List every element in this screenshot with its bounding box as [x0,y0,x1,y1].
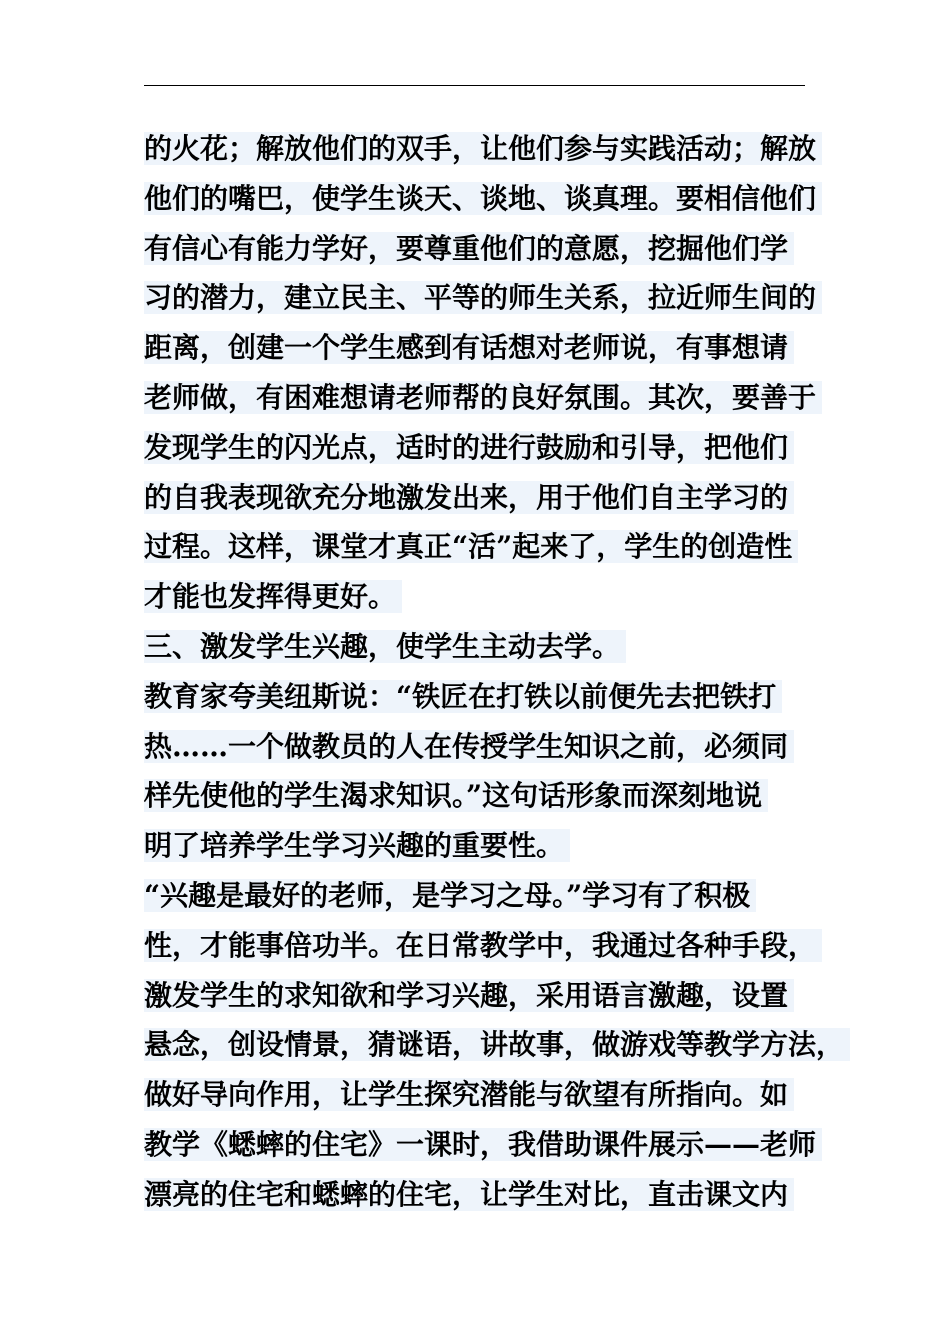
text-line [144,1024,845,1074]
section-heading [144,626,809,676]
text-line-content: 他们的嘴巴，使学生谈天、谈地、谈真理。要相信他们 [144,182,822,215]
text-line [144,526,809,576]
text-line-content: 有信心有能力学好，要尊重他们的意愿，挖掘他们学 [144,232,794,265]
text-line [144,875,809,925]
text-line-content: 性，才能事倍功半。在日常教学中，我通过各种手段， [144,929,822,962]
text-line [144,1074,809,1124]
text-line [144,1124,817,1174]
text-line-content: 距离，创建一个学生感到有话想对老师说，有事想请 [144,331,794,364]
text-line [144,925,817,975]
text-line-content: 悬念，创设情景，猜谜语，讲故事，做游戏等教学方法， [144,1028,850,1061]
text-line [144,327,809,377]
text-line-content: 热……一个做教员的人在传授学生知识之前，必须同 [144,730,794,763]
text-line-content: 才能也发挥得更好。 [144,580,402,613]
text-line [144,377,817,427]
text-line-content: 激发学生的求知欲和学习兴趣，采用语言激趣，设置 [144,979,794,1012]
text-line-content: “兴趣是最好的老师，是学习之母。”学习有了积极 [144,879,756,912]
text-line [144,726,809,776]
header-rule [144,85,805,86]
text-line-content: 的自我表现欲充分地激发出来，用于他们自主学习的 [144,481,794,514]
text-line-content: 的火花；解放他们的双手，让他们参与实践活动；解放 [144,132,822,165]
text-line [144,676,809,726]
text-line [144,277,817,327]
text-line-content: 教育家夸美纽斯说：“铁匠在打铁以前便先去把铁打 [144,680,782,713]
text-line [144,576,809,626]
text-line [144,477,809,527]
text-line-content: 做好导向作用，让学生探究潜能与欲望有所指向。如 [144,1078,794,1111]
text-line [144,1174,809,1224]
text-line-content: 教学《蟋蟀的住宅》一课时，我借助课件展示——老师 [144,1128,822,1161]
section-heading-text: 三、激发学生兴趣，使学生主动去学。 [144,630,626,663]
text-line-content: 漂亮的住宅和蟋蟀的住宅，让学生对比，直击课文内 [144,1178,794,1211]
text-line-content: 习的潜力，建立民主、平等的师生关系，拉近师生间的 [144,281,822,314]
text-line [144,825,809,875]
text-line [144,427,809,477]
text-line [144,178,817,228]
text-line [144,975,809,1025]
text-line-content: 明了培养学生学习兴趣的重要性。 [144,829,570,862]
text-line-content: 过程。这样，课堂才真正“活”起来了，学生的创造性 [144,530,798,563]
text-line-content: 发现学生的闪光点，适时的进行鼓励和引导，把他们 [144,431,794,464]
text-line-content: 老师做，有困难想请老师帮的良好氛围。其次，要善于 [144,381,822,414]
text-line [144,128,817,178]
text-line-content: 样先使他的学生渴求知识。”这句话形象而深刻地说 [144,779,768,812]
body-text [144,128,845,1224]
text-line [144,775,809,825]
text-line [144,228,809,278]
